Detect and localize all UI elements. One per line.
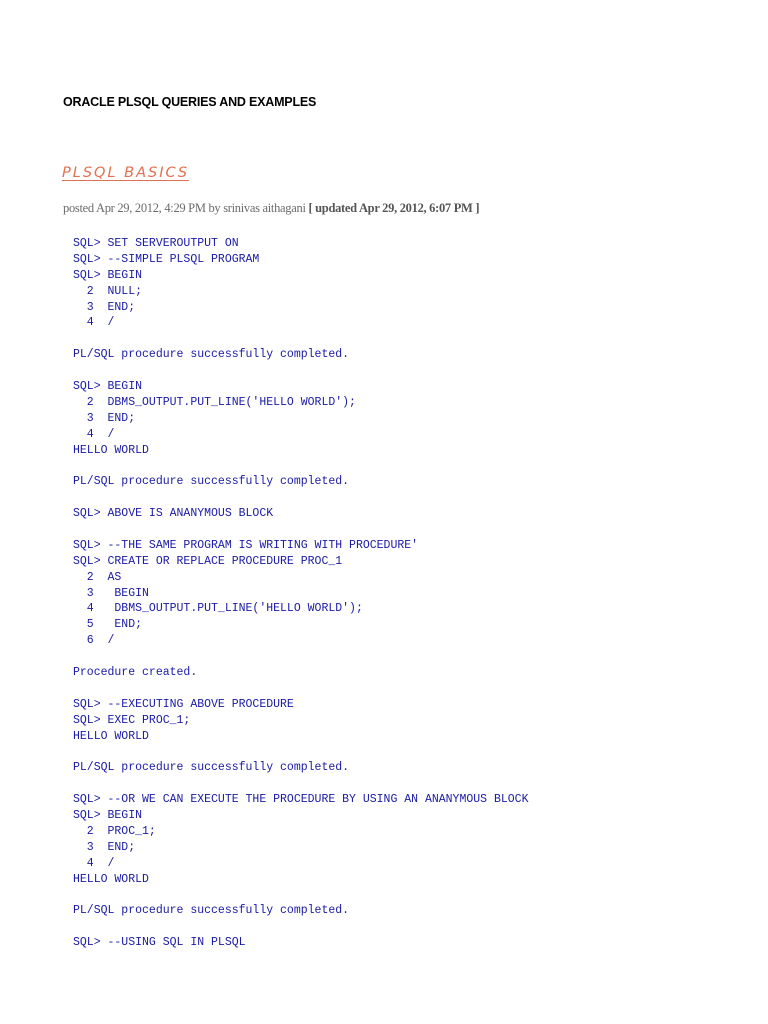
code-line xyxy=(73,745,528,761)
code-line: SQL> --OR WE CAN EXECUTE THE PROCEDURE BY USING AN ANANYMOUS BLOCK xyxy=(73,793,529,807)
code-line: PL/SQL procedure successfully completed. xyxy=(73,475,350,489)
code-line: 2 NULL; xyxy=(73,284,143,298)
code-line: SQL> SET SERVEROUTPUT ON xyxy=(73,237,239,250)
code-line: Procedure created. xyxy=(73,666,198,680)
code-line: SQL> ABOVE IS ANANYMOUS BLOCK xyxy=(73,507,274,521)
code-line: 6 / xyxy=(73,634,115,648)
code-line: SQL> EXEC PROC_1; xyxy=(73,713,191,727)
code-line: HELLO WORLD xyxy=(73,443,149,457)
code-line xyxy=(73,776,528,792)
code-line xyxy=(73,363,528,379)
updated-info: [ updated Apr 29, 2012, 6:07 PM ] xyxy=(308,201,480,215)
code-line: PL/SQL procedure successfully completed. xyxy=(73,348,350,362)
code-line: PL/SQL procedure successfully completed. xyxy=(73,761,350,775)
code-line: SQL> --EXECUTING ABOVE PROCEDURE xyxy=(73,697,294,711)
post-meta xyxy=(63,201,479,216)
document-title: ORACLE PLSQL QUERIES AND EXAMPLES xyxy=(63,95,317,109)
code-line: 3 END; xyxy=(73,300,136,314)
code-line xyxy=(73,919,528,935)
code-line xyxy=(73,649,528,665)
code-line xyxy=(73,681,528,697)
code-line: 3 BEGIN xyxy=(73,586,149,600)
code-line: 5 END; xyxy=(73,618,143,632)
code-line: HELLO WORLD xyxy=(73,729,149,743)
code-line: 3 END; xyxy=(73,840,136,854)
code-line: SQL> --THE SAME PROGRAM IS WRITING WITH PROCEDURE' xyxy=(73,538,419,552)
code-line xyxy=(73,522,528,538)
code-line: SQL> BEGIN xyxy=(73,380,143,394)
code-block xyxy=(73,236,528,951)
code-line: SQL> BEGIN xyxy=(73,809,143,823)
code-line: SQL> --SIMPLE PLSQL PROGRAM xyxy=(73,252,260,266)
code-line: 3 END; xyxy=(73,411,136,425)
code-line: 2 DBMS_OUTPUT.PUT_LINE('HELLO WORLD'); xyxy=(73,395,356,409)
code-line xyxy=(73,888,528,904)
code-line xyxy=(73,490,528,506)
code-line: 2 PROC_1; xyxy=(73,824,156,838)
code-line: PL/SQL procedure successfully completed. xyxy=(73,904,350,918)
code-line: SQL> BEGIN xyxy=(73,268,143,282)
posted-info: posted Apr 29, 2012, 4:29 PM by srinivas aithagani xyxy=(63,201,306,215)
code-line: SQL> CREATE OR REPLACE PROCEDURE PROC_1 xyxy=(73,554,343,568)
code-line: 2 AS xyxy=(73,570,122,584)
code-line xyxy=(73,331,528,347)
code-line: 4 DBMS_OUTPUT.PUT_LINE('HELLO WORLD'); xyxy=(73,602,363,616)
code-line: HELLO WORLD xyxy=(73,872,149,886)
code-line: 4 / xyxy=(73,427,115,441)
code-line: SQL> --USING SQL IN PLSQL xyxy=(73,936,246,950)
code-line: 4 / xyxy=(73,316,115,330)
section-heading: PLSQL BASICS xyxy=(62,165,190,181)
code-line xyxy=(73,458,528,474)
code-line: 4 / xyxy=(73,856,115,870)
